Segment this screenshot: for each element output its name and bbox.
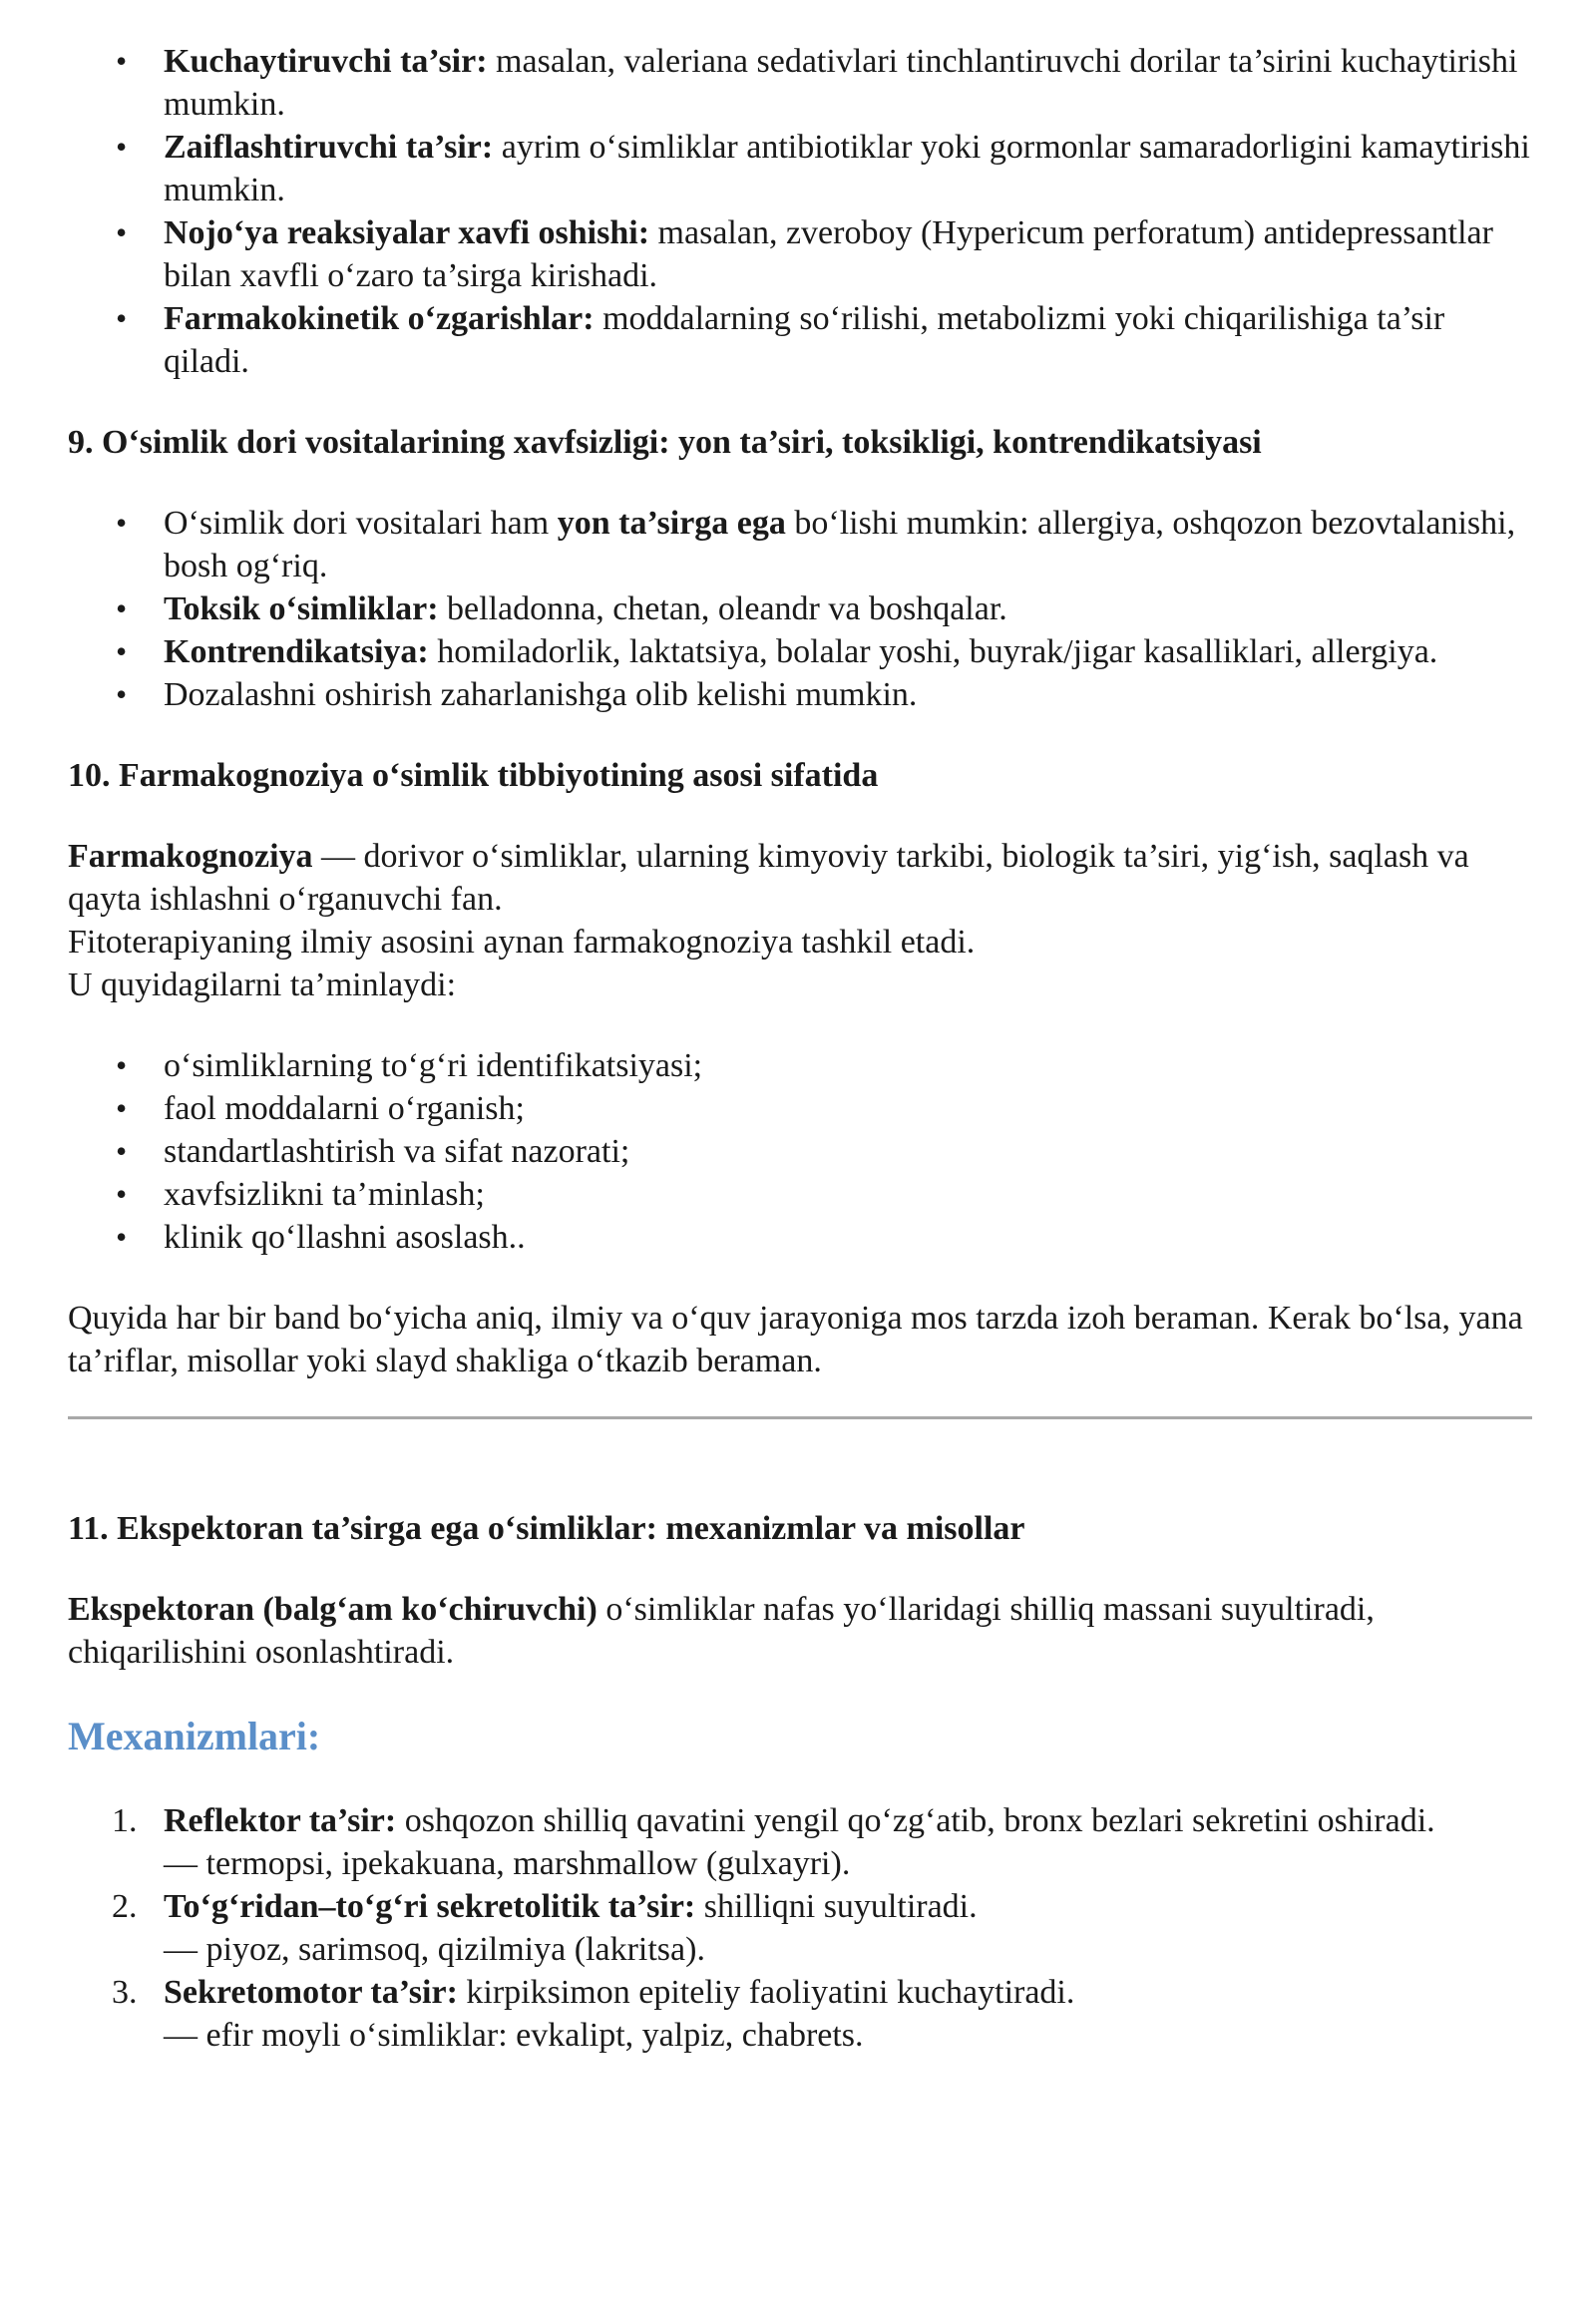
item-text: masalan, zveroboy (Hypericum perforatum) antidepressantlar bilan xavfli o‘zaro ta’sirga kirishadi. bbox=[164, 214, 1493, 294]
item-text: homiladorlik, laktatsiya, bolalar yoshi, buyrak/jigar kasalliklari, allergiya. bbox=[428, 633, 1438, 670]
item-example: — efir moyli o‘simliklar: evkalipt, yalpiz, chabrets. bbox=[164, 2017, 864, 2054]
list-item bbox=[164, 297, 1532, 383]
item-term: Reflektor ta’sir: bbox=[164, 1802, 397, 1839]
item-number: 3. bbox=[112, 1974, 138, 2011]
list-item bbox=[164, 502, 1532, 587]
item-term: Toksik o‘simliklar: bbox=[164, 590, 439, 627]
list-item bbox=[164, 673, 1532, 716]
item-term: To‘g‘ridan–to‘g‘ri sekretolitik ta’sir: bbox=[164, 1888, 696, 1925]
section-11-paragraph bbox=[68, 1588, 1532, 1674]
list-item: • standartlashtirish va sifat nazorati; bbox=[164, 1130, 1532, 1173]
item-text: oshqozon shilliq qavatini yengil qo‘zg‘atib, bronx bezlari sekretini oshiradi. bbox=[396, 1802, 1435, 1839]
list-item bbox=[164, 630, 1532, 673]
pharmacognosy-list bbox=[68, 1044, 1532, 1259]
document-page bbox=[68, 40, 1532, 2057]
item-pre: O‘simlik dori vositalari ham bbox=[164, 505, 558, 542]
section-10-paragraph bbox=[68, 835, 1532, 1006]
mechanisms-heading: Mexanizmlari: bbox=[68, 1714, 321, 1758]
intro-term: Ekspektoran (balg‘am ko‘chiruvchi) bbox=[68, 1591, 598, 1628]
paragraph-line: U quyidagilarni ta’minlaydi: bbox=[68, 967, 457, 1003]
section-11-heading: 11. Ekspektoran ta’sirga ega o‘simliklar: mexanizmlar va misollar bbox=[68, 1510, 1025, 1547]
item-text: belladonna, chetan, oleandr va boshqalar. bbox=[438, 590, 1007, 627]
item-term: Kontrendikatsiya: bbox=[164, 633, 429, 670]
item-example: — termopsi, ipekakuana, marshmallow (gulxayri). bbox=[164, 1845, 851, 1882]
intro-term: Farmakognoziya bbox=[68, 838, 313, 875]
item-text: ayrim o‘simliklar antibiotiklar yoki gormonlar samaradorligini kamaytirishi mumkin. bbox=[164, 129, 1530, 208]
item-example: — piyoz, sarimsoq, qizilmiya (lakritsa). bbox=[164, 1931, 705, 1968]
list-item: • faol moddalarni o‘rganish; bbox=[164, 1087, 1532, 1130]
section-10-heading: 10. Farmakognoziya o‘simlik tibbiyotining asosi sifatida bbox=[68, 757, 879, 794]
list-item: • o‘simliklarning to‘g‘ri identifikatsiyasi; bbox=[164, 1044, 1532, 1087]
list-item bbox=[164, 587, 1532, 630]
list-item bbox=[112, 1799, 1532, 1885]
item-pre: Dozalashni oshirish zaharlanishga olib kelishi mumkin. bbox=[164, 676, 918, 713]
list-item: • klinik qo‘llashni asoslash.. bbox=[164, 1216, 1532, 1259]
paragraph-line: Fitoterapiyaning ilmiy asosini aynan farmakognoziya tashkil etadi. bbox=[68, 924, 976, 961]
item-text: bo‘lishi mumkin: allergiya, oshqozon bezovtalanishi, bosh og‘riq. bbox=[164, 505, 1516, 584]
item-term: Zaiflashtiruvchi ta’sir: bbox=[164, 129, 494, 166]
item-number: 1. bbox=[112, 1802, 138, 1839]
item-text: masalan, valeriana sedativlari tinchlantiruvchi dorilar ta’sirini kuchaytirishi mumkin. bbox=[164, 43, 1518, 123]
list-item bbox=[164, 40, 1532, 126]
list-item: • xavfsizlikni ta’minlash; bbox=[164, 1173, 1532, 1216]
list-item bbox=[112, 1971, 1532, 2057]
item-text: shilliqni suyultiradi. bbox=[695, 1888, 978, 1925]
item-term: Kuchaytiruvchi ta’sir: bbox=[164, 43, 488, 80]
item-term: Nojo‘ya reaksiyalar xavfi oshishi: bbox=[164, 214, 650, 251]
list-item bbox=[164, 126, 1532, 211]
list-item bbox=[164, 211, 1532, 297]
safety-list bbox=[68, 502, 1532, 716]
item-text: moddalarning so‘rilishi, metabolizmi yoki chiqarilishiga ta’sir qiladi. bbox=[164, 300, 1445, 380]
interaction-effects-list bbox=[68, 40, 1532, 383]
closing-paragraph: Quyida har bir band bo‘yicha aniq, ilmiy va o‘quv jarayoniga mos tarzda izoh beraman. Kerak bo‘lsa, yana ta’riflar, misollar yoki slayd shakliga o‘tkazib beraman. bbox=[68, 1300, 1523, 1379]
list-item bbox=[112, 1885, 1532, 1971]
intro-text: o‘simliklar nafas yo‘llaridagi shilliq massani suyultiradi, chiqarilishini osonlashtiradi. bbox=[68, 1591, 1375, 1671]
item-term: Farmakokinetik o‘zgarishlar: bbox=[164, 300, 595, 337]
item-term: yon ta’sirga ega bbox=[557, 505, 786, 542]
intro-text: — dorivor o‘simliklar, ularning kimyoviy tarkibi, biologik ta’siri, yig‘ish, saqlash va qayta ishlashni o‘rganuvchi fan. bbox=[68, 838, 1469, 918]
item-term: Sekretomotor ta’sir: bbox=[164, 1974, 458, 2011]
section-9-heading: 9. O‘simlik dori vositalarining xavfsizligi: yon ta’siri, toksikligi, kontrendikatsiyasi bbox=[68, 424, 1262, 461]
item-text: kirpiksimon epiteliy faoliyatini kuchaytiradi. bbox=[457, 1974, 1075, 2011]
horizontal-divider bbox=[68, 1416, 1532, 1419]
mechanisms-list bbox=[68, 1799, 1532, 2057]
item-number: 2. bbox=[112, 1888, 138, 1925]
